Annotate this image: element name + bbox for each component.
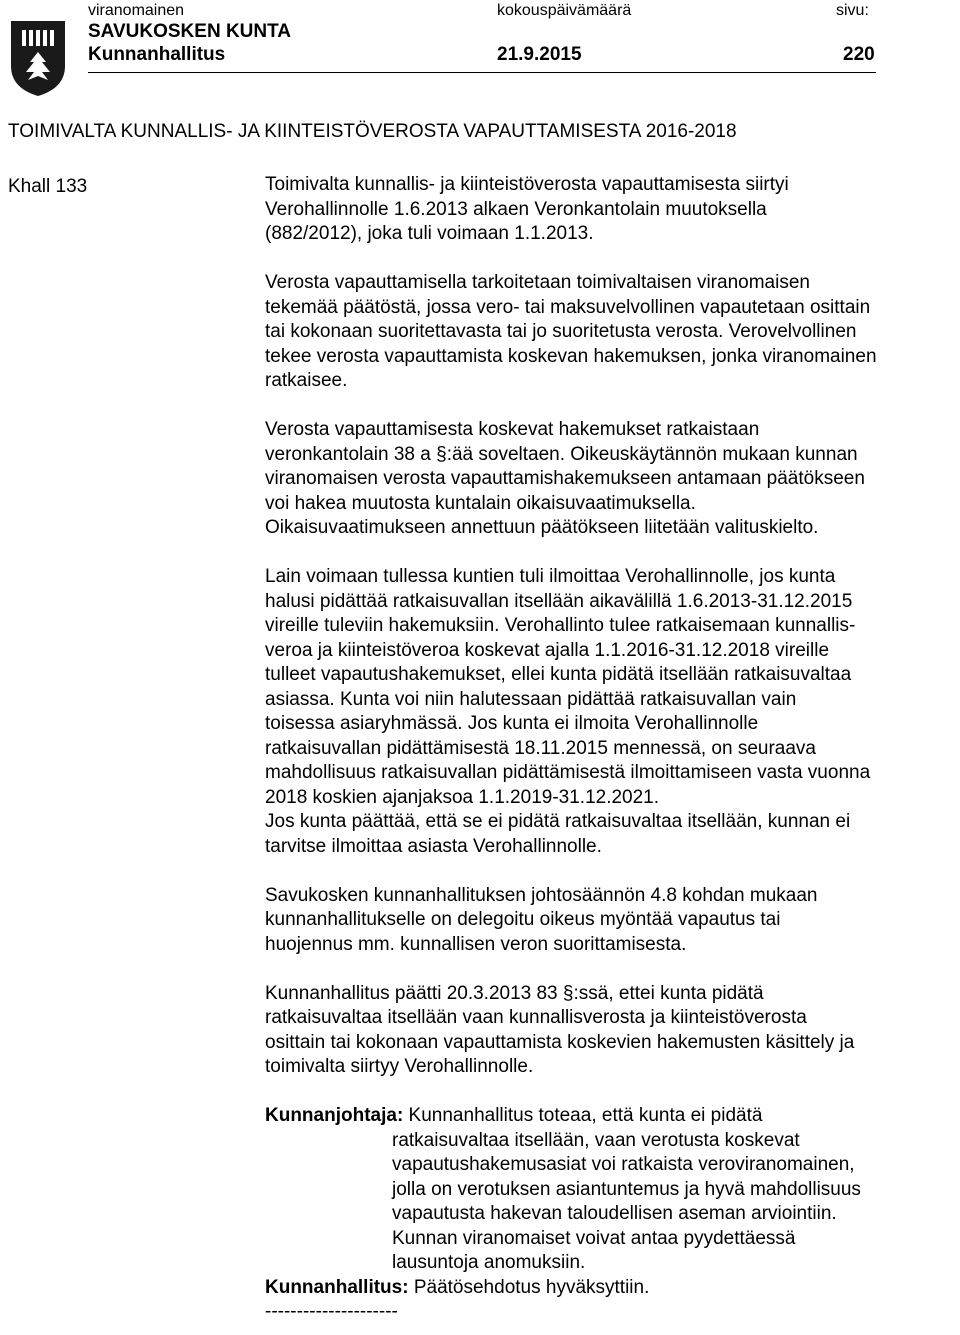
text-line: (882/2012), joka tuli voimaan 1.1.2013. [265,223,594,244]
text-line: viranomaisen verosta vapauttamishakemukseen antamaan päätökseen [265,468,865,489]
proposal-line: lausuntoja anomuksiin. [392,1252,586,1273]
text-line: Verohallinnolle 1.6.2013 alkaen Veronkantolain muutoksella [265,198,767,220]
header-authority: Kunnanhallitus [88,44,226,65]
text-line: veronkantolain 38 a §:ää soveltaen. Oikeuskäytännön mukaan kunnan [265,443,858,465]
paragraph [265,884,955,958]
text-line: veroa ja kiinteistöveroa koskevat ajalla 1.1.2016-31.12.2018 vireille [265,639,830,661]
paragraph [265,173,955,247]
text-line: Jos kunta päättää, että se ei pidätä ratkaisuvaltaa itsellään, kunnan ei [265,811,851,832]
text-line: toimivalta siirtyy Verohallinnolle. [265,1056,534,1077]
header-authority-label: viranomainen [88,2,185,19]
header-divider [88,72,876,73]
header-date-label: kokouspäivämäärä [497,2,632,19]
proposal-first-line [265,1104,955,1129]
text-line: Savukosken kunnanhallituksen johtosäännön 4.8 kohdan mukaan [265,884,818,906]
text-line: mahdollisuus ratkaisuvallan pidättämisestä ilmoittamiseen vasta vuonna [265,762,871,783]
decision-label: Kunnanhallitus: [265,1276,409,1298]
text-line: ratkaisee. [265,370,348,391]
text-line: tekemää päätöstä, jossa vero- tai maksuvelvollinen vapautetaan osittain [265,296,871,318]
header-municipality: SAVUKOSKEN KUNTA [88,21,292,42]
text-line: kunnanhallitukselle on delegoitu oikeus myöntää vapautus tai [265,909,781,930]
document-body [265,173,955,1325]
proposal-line: vapautushakemusasiat voi ratkaista veroviranomainen, [392,1154,855,1175]
proposal-line: vapautusta hakevan taloudellisen aseman arviointiin. [392,1203,837,1224]
text-line: ratkaisuvallan pidättämisestä 18.11.2015 mennessä, on seuraava [265,737,816,759]
decision-line [265,1276,955,1301]
text-line: tai kokonaan suoritettavasta tai jo suoritetusta verosta. Verovelvollinen [265,321,857,342]
text-line: tulleet vapautushakemukset, ellei kunta pidätä itsellään ratkaisuvaltaa [265,664,852,685]
municipal-coat-of-arms-logo [8,18,68,98]
text-line: Kunnanhallitus päätti 20.3.2013 83 §:ssä, ettei kunta pidätä [265,982,764,1004]
case-id: Khall 133 [8,176,88,197]
text-line: Oikaisuvaatimukseen annettuun päätökseen liitetään valituskielto. [265,517,819,538]
text-line: Toimivalta kunnallis- ja kiinteistöverosta vapauttamisesta siirtyi [265,174,789,195]
proposal-label: Kunnanjohtaja: [265,1105,404,1126]
decision-text: Päätösehdotus hyväksyttiin. [408,1276,650,1298]
paragraph [265,982,955,1080]
text-line: Lain voimaan tullessa kuntien tuli ilmoittaa Verohallinnolle, jos kunta [265,566,836,587]
text-line: toisessa asiaryhmässä. Jos kunta ei ilmoita Verohallinnolle [265,713,759,734]
separator-line: --------------------- [265,1301,398,1322]
paragraph [265,565,955,859]
paragraph [265,418,955,541]
proposal-first-text: Kunnanhallitus toteaa, että kunta ei pidätä [403,1105,763,1126]
text-line: halusi pidättää ratkaisuvallan itsellään aikavälillä 1.6.2013-31.12.2015 [265,590,853,612]
text-line: Verosta vapauttamisella tarkoitetaan toimivaltaisen viranomaisen [265,272,810,293]
text-line: huojennus mm. kunnallisen veron suorittamisesta. [265,933,687,955]
text-line: vireille tuleviin hakemuksiin. Verohallinto tulee ratkaisemaan kunnallis- [265,615,856,636]
paragraph [265,271,955,394]
text-line: tarvitse ilmoittaa asiasta Verohallinnolle. [265,835,602,857]
text-line: Verosta vapauttamisesta koskevat hakemukset ratkaistaan [265,419,760,440]
header-date: 21.9.2015 [497,44,582,65]
text-line: osittain tai kokonaan vapauttamista koskevien hakemusten käsittely ja [265,1031,855,1053]
text-line: 2018 koskien ajanjaksoa 1.1.2019-31.12.2021. [265,786,660,808]
proposal-line: ratkaisuvaltaa itsellään, vaan verotusta koskevat [392,1129,800,1151]
text-line: voi hakea muutosta kuntalain oikaisuvaatimuksella. [265,492,696,514]
text-line: tekee verosta vapauttamista koskevan hakemuksen, jonka viranomainen [265,345,877,367]
text-line: asiassa. Kunta voi niin halutessaan pidättää ratkaisuvallan vain [265,688,797,710]
page-title: TOIMIVALTA KUNNALLIS- JA KIINTEISTÖVEROSTA VAPAUTTAMISESTA 2016-2018 [8,121,737,142]
header-page-label: sivu: [836,2,869,19]
proposal-line: Kunnan viranomaiset voivat antaa pyydettäessä [392,1227,796,1249]
text-line: ratkaisuvaltaa itsellään vaan kunnallisverosta ja kiinteistöverosta [265,1007,807,1028]
proposal-line: jolla on verotuksen asiantuntemus ja hyvä mahdollisuus [392,1178,861,1200]
header-page-number: 220 [843,44,875,65]
proposal-section [265,1104,955,1325]
